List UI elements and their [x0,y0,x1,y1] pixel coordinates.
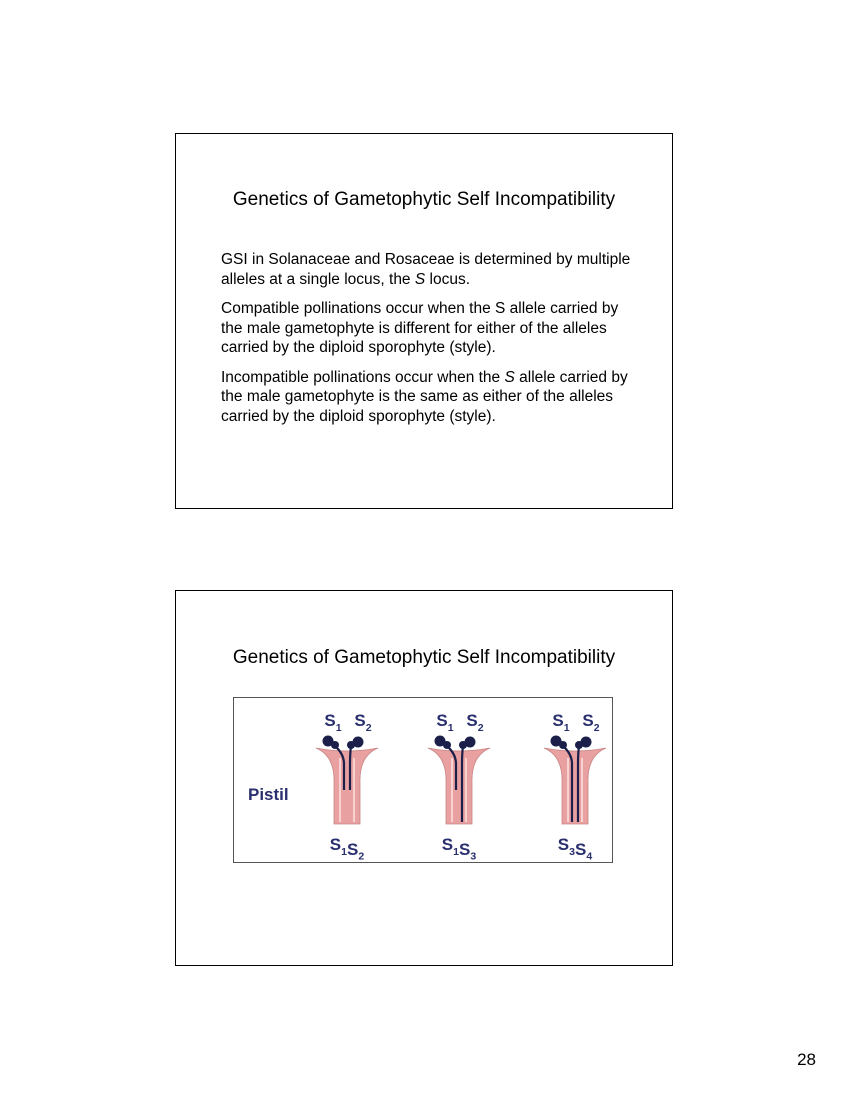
pollen-tube [462,746,463,822]
paragraph-incompatible [221,368,641,427]
paragraph-gsi-locus [221,250,641,289]
slide-1-title: Genetics of Gametophytic Self Incompatibility [232,189,616,210]
pollen-allele-label: $S_2$ [466,711,484,734]
style-tissue [316,748,378,824]
pollen-allele-label: $S_2$ [582,711,600,734]
paragraph-text: GSI in Solanaceae and Rosaceae is determined by multiple alleles at a single locus, the [221,251,631,288]
slide-1 [175,133,673,509]
italic-s: S [504,368,515,386]
pistil-diagram [234,698,612,862]
paragraph-text: locus. [425,270,471,288]
pollen-allele-label: $S_1$ [552,711,570,734]
paragraph-text: Incompatible pollinations occur when the [221,368,505,386]
paragraph-compatible: Compatible pollinations occur when the S allele carried by the male gametophyte is different for either of the alleles carried by the diploid sporophyte (style). [221,300,619,356]
style-tissue [428,748,490,824]
page-number: 28 [797,1050,816,1069]
style-genotype-label: $S_3S_4$ [557,835,593,862]
paragraph-text: allele carried by the male gametophyte is the same as either of the alleles carried by the diploid sporophyte (style). [221,368,628,425]
pollen-allele-label: $S_2$ [354,711,372,734]
pollen-allele-label: $S_1$ [324,711,342,734]
italic-s: S [414,270,426,288]
pistil-label: Pistil [248,785,289,804]
slide-2 [175,590,673,966]
pollen-tube [350,746,351,790]
pistil-figure [233,697,613,863]
style-genotype-label: $S_1S_2$ [329,835,365,862]
pollen-allele-label: $S_1$ [436,711,454,734]
slide-1-body [221,250,641,436]
slide-2-title: Genetics of Gametophytic Self Incompatibility [232,647,616,668]
pollen-tube [578,746,579,822]
style-genotype-label: $S_1S_3$ [441,835,477,862]
style-tissue [544,748,606,824]
